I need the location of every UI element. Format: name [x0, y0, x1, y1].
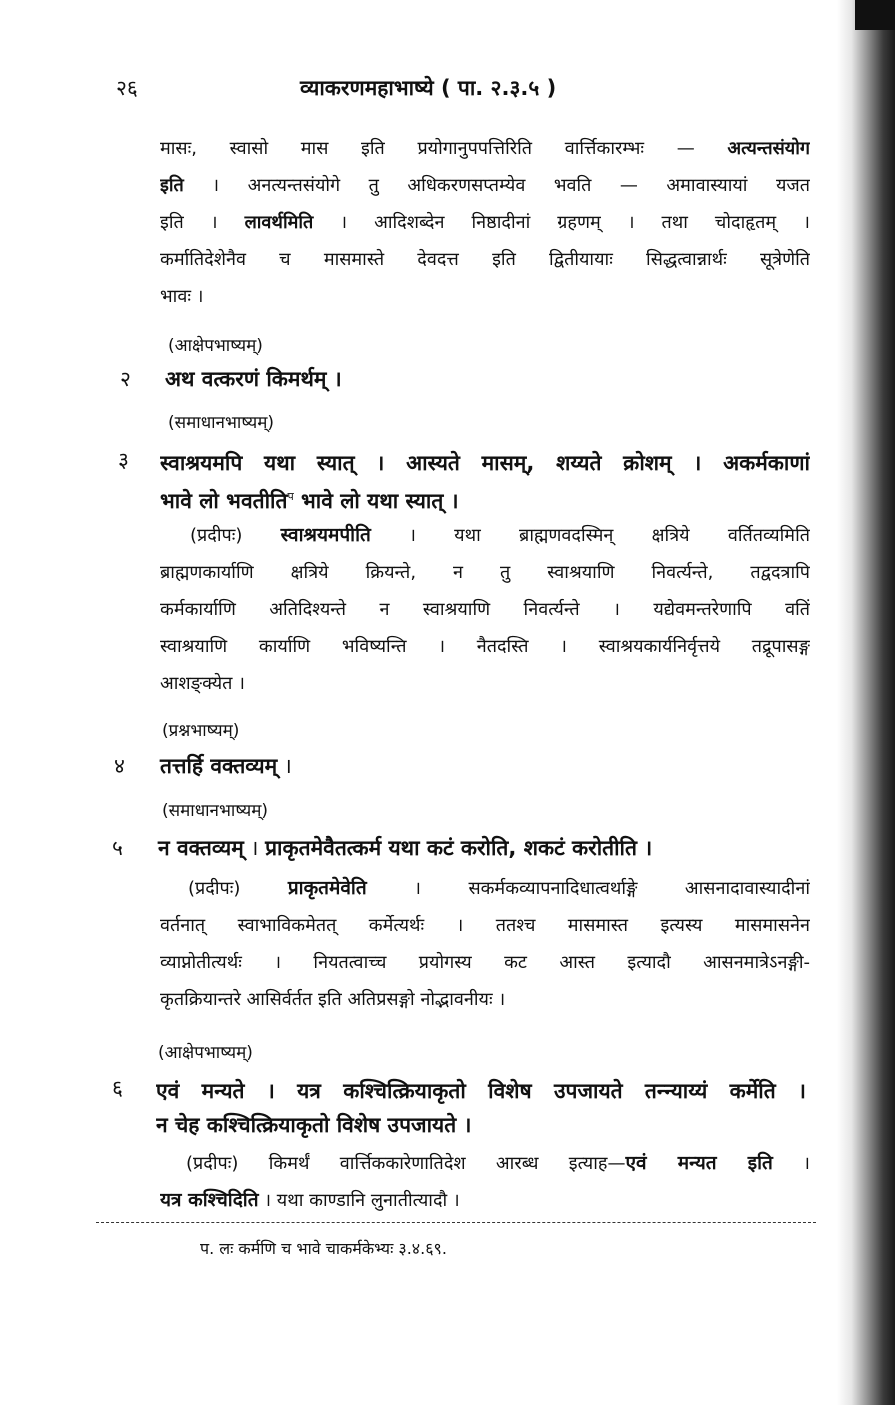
pradipa-label: (प्रदीपः)	[188, 878, 241, 899]
section-3-number: ३	[118, 448, 129, 472]
section-4-danda: ।	[277, 754, 292, 778]
intro-bold-term: लावर्थमिति	[244, 212, 314, 233]
section-3-bhashya	[160, 446, 810, 518]
section-2-number: २	[120, 367, 131, 391]
section-5-number: ५	[112, 836, 123, 860]
intro-text: । आदिशब्देन निष्ठादीनां ग्रहणम् । तथा चोदाहृतम् ।	[340, 212, 810, 233]
section-5-text: प्राकृतमेवैतत्कर्म यथा कटं करोति, शकटं करोतीति ।	[265, 836, 653, 860]
pradipa-3-line-3: कर्मकार्याणि अतिदिश्यन्ते न स्वाश्रयाणि निवर्त्यन्ते । यद्येवमन्तरेणापि वतिं	[160, 599, 810, 620]
page-number: २६	[116, 76, 138, 100]
section-3-text: भावे लो भवतीति	[160, 489, 288, 513]
footnote-divider	[96, 1222, 816, 1223]
section-4-tag: (प्रश्नभाष्यम्)	[162, 721, 240, 741]
section-5-tag: (समाधानभाष्यम्)	[162, 801, 269, 821]
intro-text: । अनत्यन्तसंयोगे तु अधिकरणसप्तम्येव भवति — अमावास्यायां यजत	[212, 175, 810, 196]
pradipa-text: । यथा काण्डानि लुनातीत्यादौ ।	[258, 1190, 460, 1211]
section-3-line-2	[160, 480, 810, 518]
pradipa-label: (प्रदीपः)	[186, 1153, 239, 1174]
pradipa-headword: स्वाश्रयमपीति	[280, 524, 371, 546]
intro-text: इति ।	[160, 212, 218, 233]
pradipa-5-line-1	[160, 870, 810, 907]
section-4-text: तत्तर्हि वक्तव्यम्	[160, 754, 278, 778]
section-6-number: ६	[112, 1076, 123, 1100]
pradipa-text: किमर्थं वार्त्तिककारेणातिदेश आरब्ध इत्याह—	[268, 1153, 626, 1174]
intro-line-1	[160, 130, 810, 167]
section-5-danda: ।	[243, 836, 266, 860]
pradipa-6-line-2	[160, 1182, 810, 1219]
pradipa-3-line-2: ब्राह्मणकार्याणि क्षत्रिये क्रियन्ते, न तु स्वाश्रयाणि निवर्त्यन्ते, तद्वदत्रापि	[160, 562, 810, 583]
footnote: प. लः कर्मणि च भावे चाकर्मकेभ्यः ३.४.६९.	[200, 1239, 447, 1258]
section-5-line-1	[158, 834, 808, 862]
intro-line-3	[160, 204, 810, 241]
intro-line-5: भावः ।	[160, 286, 204, 307]
pradipa-5-line-3: व्याप्नोतीत्यर्थः । नियतत्वाच्च प्रयोगस्य कट आस्त इत्यादौ आसनमात्रेऽनङ्गी-	[160, 952, 810, 973]
section-5-pradipa	[160, 870, 810, 1018]
section-3-text: भावे लो यथा स्यात् ।	[301, 489, 459, 513]
intro-bold-term: अत्यन्तसंयोग	[727, 138, 810, 159]
section-4-text-wrap	[160, 752, 292, 780]
section-2-text: अथ वत्करणं किमर्थम् ।	[165, 367, 342, 391]
intro-bold-term: इति	[160, 175, 184, 196]
footnote-marker: प	[287, 490, 294, 503]
pradipa-label: (प्रदीपः)	[190, 525, 243, 546]
section-2-tag: (आक्षेपभाष्यम्)	[168, 336, 263, 356]
pradipa-3-line-4: स्वाश्रयाणि कार्याणि भविष्यन्ति । नैतदस्ति । स्वाश्रयकार्यनिर्वृत्तये तद्रूपासङ्ग	[160, 636, 810, 657]
section-4-number: ४	[114, 754, 125, 778]
pradipa-headword: यत्र कश्चिदिति	[160, 1189, 259, 1211]
pradipa-headword: प्राकृतमेवेति	[287, 877, 367, 899]
pradipa-5-line-4: कृतक्रियान्तरे आसिर्वर्तत इति अतिप्रसङ्गो नोद्भावनीयः ।	[160, 989, 506, 1010]
section-3-line-1: स्वाश्रयमपि यथा स्यात् । आस्यते मासम्, शय्यते क्रोशम् । अकर्मकाणां	[160, 451, 810, 475]
intro-line-2	[160, 167, 810, 204]
pradipa-3-line-5: आशङ्क्येत ।	[160, 673, 245, 694]
pradipa-5-line-2: वर्तनात् स्वाभाविकमेतत् कर्मेत्यर्थः । ततश्च मासमास्त इत्यस्य मासमासनेन	[160, 915, 810, 936]
section-5-text: न वक्तव्यम्	[158, 836, 244, 860]
section-6-tag: (आक्षेपभाष्यम्)	[158, 1043, 253, 1063]
pradipa-3-line-1	[160, 517, 810, 554]
section-3-pradipa	[160, 517, 810, 702]
intro-line-4: कर्मातिदेशेनैव च मासमास्ते देवदत्त इति द्वितीयायाः सिद्धत्वान्नार्थः सूत्रेणेति	[160, 249, 810, 270]
page-scan-corner-shadow	[855, 0, 895, 30]
section-3-tag: (समाधानभाष्यम्)	[168, 413, 275, 433]
page-scan-edge-shadow	[837, 0, 895, 1405]
section-6-pradipa	[160, 1145, 810, 1219]
pradipa-text: । सकर्मकव्यापनादिधात्वर्थाङ्गे आसनादावास्यादीनां	[414, 878, 810, 899]
intro-text: मासः, स्वासो मास इति प्रयोगानुपपत्तिरिति वार्त्तिकारम्भः —	[160, 138, 695, 159]
pradipa-text: ।	[772, 1153, 810, 1174]
pradipa-headword: एवं मन्यत इति	[625, 1152, 773, 1174]
intro-paragraph	[160, 130, 810, 315]
section-6-line-1: एवं मन्यते । यत्र कश्चित्क्रियाकृतो विशेष उपजायते तन्न्याय्यं कर्मेति ।	[156, 1079, 806, 1103]
running-title: व्याकरणमहाभाष्ये ( पा. २.३.५ )	[300, 76, 557, 100]
section-6-line-2: न चेह कश्चित्क्रियाकृतो विशेष उपजायते ।	[156, 1113, 472, 1137]
section-6-bhashya	[156, 1074, 806, 1142]
pradipa-6-line-1	[160, 1145, 810, 1182]
pradipa-text: । यथा ब्राह्मणवदस्मिन् क्षत्रिये वर्तितव्यमिति	[409, 525, 810, 546]
